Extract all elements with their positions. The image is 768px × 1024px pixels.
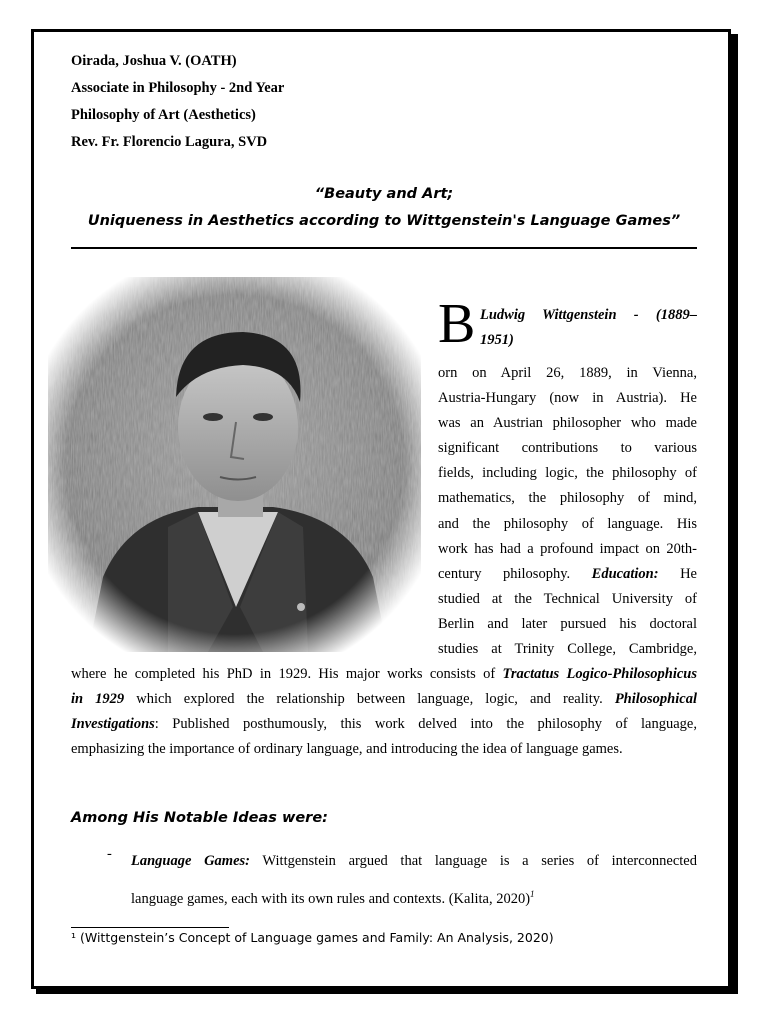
- document-title: [71, 185, 697, 230]
- author-line: Oirada, Joshua V. (OATH): [71, 53, 237, 69]
- notable-ideas-heading: Among His Notable Ideas were:: [71, 810, 328, 826]
- text-line: [71, 712, 697, 737]
- drop-cap: B: [438, 293, 476, 355]
- subject-name-line-2: 1951): [480, 332, 514, 348]
- investigations-title-a: Philosophical: [614, 691, 697, 708]
- text-line-education: [438, 562, 697, 587]
- footnote-ref: 1: [530, 889, 535, 899]
- text-line: [71, 687, 697, 712]
- title-divider: [71, 247, 697, 249]
- text-line: mathematics, the philosophy of mind,: [438, 490, 697, 507]
- text-line: [71, 662, 697, 687]
- professor-line: Rev. Fr. Florencio Lagura, SVD: [71, 134, 268, 150]
- bullet-line: [131, 878, 697, 916]
- intro-wrapped-text: [438, 361, 697, 662]
- language-games-item: [131, 845, 697, 916]
- text-line: was an Austrian philosopher who made: [438, 415, 697, 432]
- document-page: [31, 29, 731, 989]
- course-line: Philosophy of Art (Aesthetics): [71, 107, 256, 123]
- text-line: Berlin and later pursued his doctoral: [438, 615, 697, 632]
- text-line: and the philosophy of language. His: [438, 515, 697, 532]
- portrait-photo: [48, 277, 421, 652]
- century-text: century philosophy.: [438, 565, 571, 582]
- investigations-desc: : Published posthumously, this work delved into the philosophy of language,: [154, 716, 697, 733]
- portrait-image: [48, 277, 421, 652]
- intro-full-text: [71, 662, 697, 762]
- phd-text: where he completed his PhD in 1929. His major works consists of: [71, 666, 496, 682]
- text-line: studied at the Technical University of: [438, 590, 697, 607]
- title-line-2: Uniqueness in Aesthetics according to Wittgenstein's Language Games”: [87, 213, 681, 229]
- tractatus-year: in 1929: [71, 691, 125, 708]
- language-games-text-2: language games, each with its own rules and contexts. (Kalita, 2020): [131, 890, 531, 907]
- language-games-label: Language Games:: [131, 853, 250, 869]
- text-line: emphasizing the importance of ordinary language, and introducing the idea of language games.: [71, 741, 623, 758]
- subject-name-line-1: Ludwig Wittgenstein - (1889–: [480, 307, 697, 323]
- footnote-separator: [71, 927, 229, 928]
- text-line: orn on April 26, 1889, in Vienna,: [438, 365, 697, 381]
- text-line: Austria-Hungary (now in Austria). He: [438, 390, 697, 407]
- text-line: fields, including logic, the philosophy of: [438, 465, 697, 482]
- investigations-title-b: Investigations: [71, 716, 155, 733]
- text-line: studies at Trinity College, Cambridge,: [438, 641, 697, 658]
- bullet-line: [131, 845, 697, 878]
- education-label: Education:: [591, 565, 659, 582]
- tractatus-title: Tractatus Logico-Philosophicus: [502, 666, 697, 682]
- title-line-1: “Beauty and Art;: [314, 186, 454, 202]
- bullet-marker: -: [107, 846, 112, 862]
- text-line: significant contributions to various: [438, 440, 697, 457]
- language-games-text: Wittgenstein argued that language is a series of interconnected: [262, 853, 697, 869]
- subject-name: [480, 303, 697, 353]
- program-line: Associate in Philosophy - 2nd Year: [71, 80, 285, 96]
- header-block: [71, 53, 284, 161]
- tractatus-desc: which explored the relationship between language, logic, and reality.: [136, 691, 603, 708]
- footnote: ¹ (Wittgenstein’s Concept of Language games and Family: An Analysis, 2020): [71, 930, 554, 945]
- text-line: work has had a profound impact on 20th-: [438, 540, 697, 557]
- education-he: He: [680, 565, 697, 582]
